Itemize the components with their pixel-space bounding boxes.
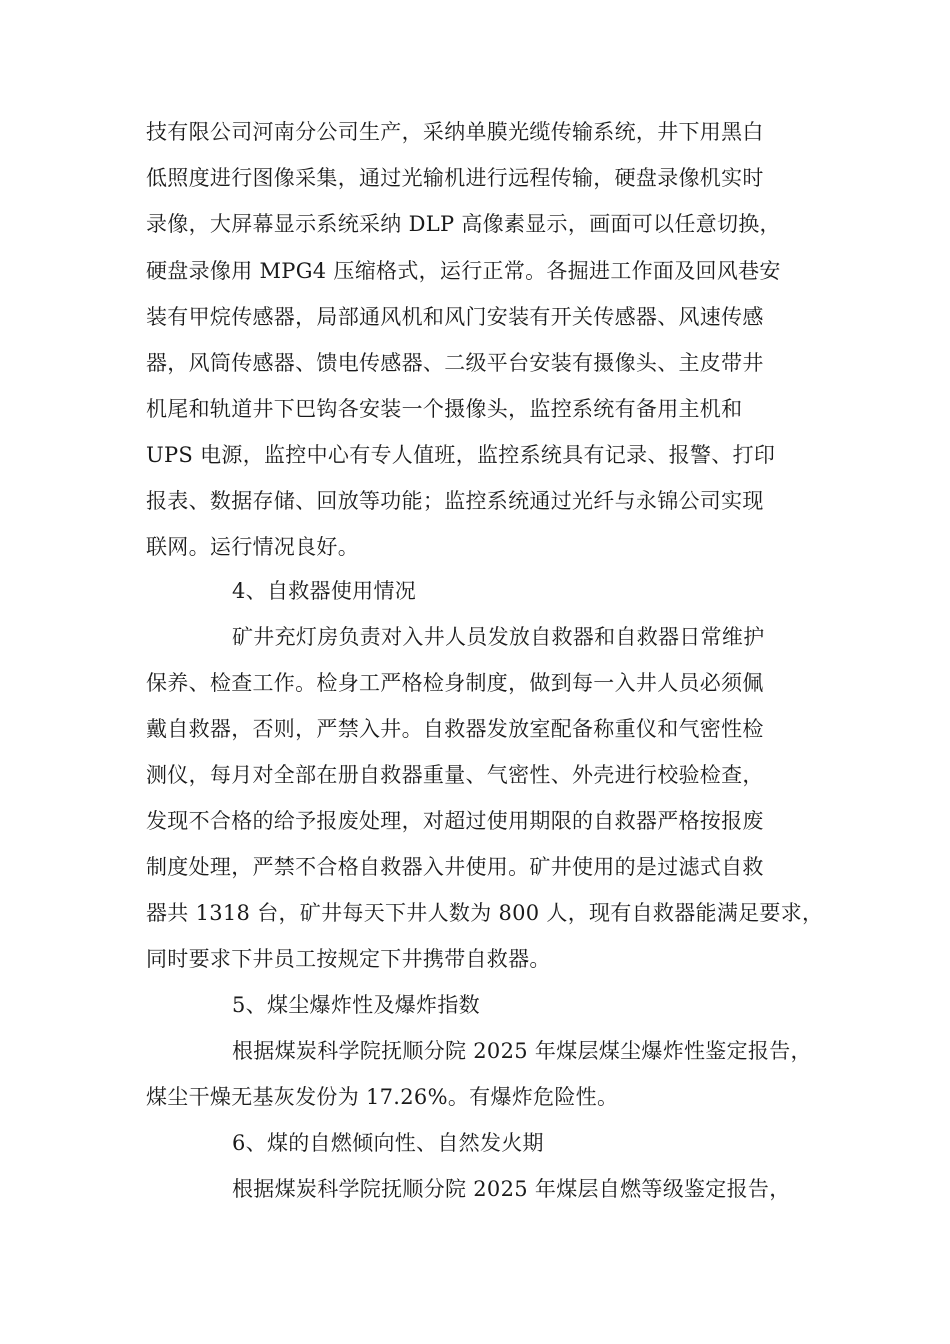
paragraph-line: 硬盘录像用 MPG4 压缩格式，运行正常。各掘进工作面及回风巷安 [146,259,781,283]
paragraph-line: 机尾和轨道井下巴钩各安装一个摄像头，监控系统有备用主机和 [146,397,743,421]
section-heading-4: 4、自救器使用情况 [232,579,417,603]
paragraph-first-line: 矿井充灯房负责对入井人员发放自救器和自救器日常维护 [232,625,765,649]
paragraph-first-line: 根据煤炭科学院抚顺分院 2025 年煤层自燃等级鉴定报告， [232,1177,791,1201]
section-heading-5: 5、煤尘爆炸性及爆炸指数 [232,993,480,1017]
paragraph-line: 联网。运行情况良好。 [146,535,359,559]
paragraph-first-line: 根据煤炭科学院抚顺分院 2025 年煤层煤尘爆炸性鉴定报告， [232,1039,812,1063]
section-heading-6: 6、煤的自燃倾向性、自然发火期 [232,1131,544,1155]
paragraph-line: 戴自救器，否则，严禁入井。自救器发放室配备称重仪和气密性检 [146,717,764,741]
paragraph-line: 发现不合格的给予报废处理，对超过使用期限的自救器严格按报废 [146,809,764,833]
paragraph-line: 器共 1318 台，矿井每天下井人数为 800 人，现有自救器能满足要求， [146,901,824,925]
paragraph-line: 器，风筒传感器、馈电传感器、二级平台安装有摄像头、主皮带井 [146,351,764,375]
paragraph-line: 煤尘干燥无基灰发份为 17.26%。有爆炸危险性。 [146,1085,619,1109]
paragraph-line: 低照度进行图像采集，通过光输机进行远程传输，硬盘录像机实时 [146,166,764,190]
paragraph-line: 同时要求下井员工按规定下井携带自救器。 [146,947,551,971]
paragraph-line: UPS 电源，监控中心有专人值班，监控系统具有记录、报警、打印 [146,443,776,467]
paragraph-line: 制度处理，严禁不合格自救器入井使用。矿井使用的是过滤式自救 [146,855,764,879]
paragraph-line: 测仪，每月对全部在册自救器重量、气密性、外壳进行校验检查， [146,763,764,787]
paragraph-line: 装有甲烷传感器，局部通风机和风门安装有开关传感器、风速传感 [146,305,764,329]
paragraph-line: 保养、检查工作。检身工严格检身制度，做到每一入井人员必须佩 [146,671,764,695]
paragraph-line: 报表、数据存储、回放等功能；监控系统通过光纤与永锦公司实现 [146,489,764,513]
paragraph-line: 录像，大屏幕显示系统采纳 DLP 高像素显示，画面可以任意切换， [146,212,781,236]
paragraph-line: 技有限公司河南分公司生产，采纳单膜光缆传输系统，井下用黑白 [146,120,764,144]
